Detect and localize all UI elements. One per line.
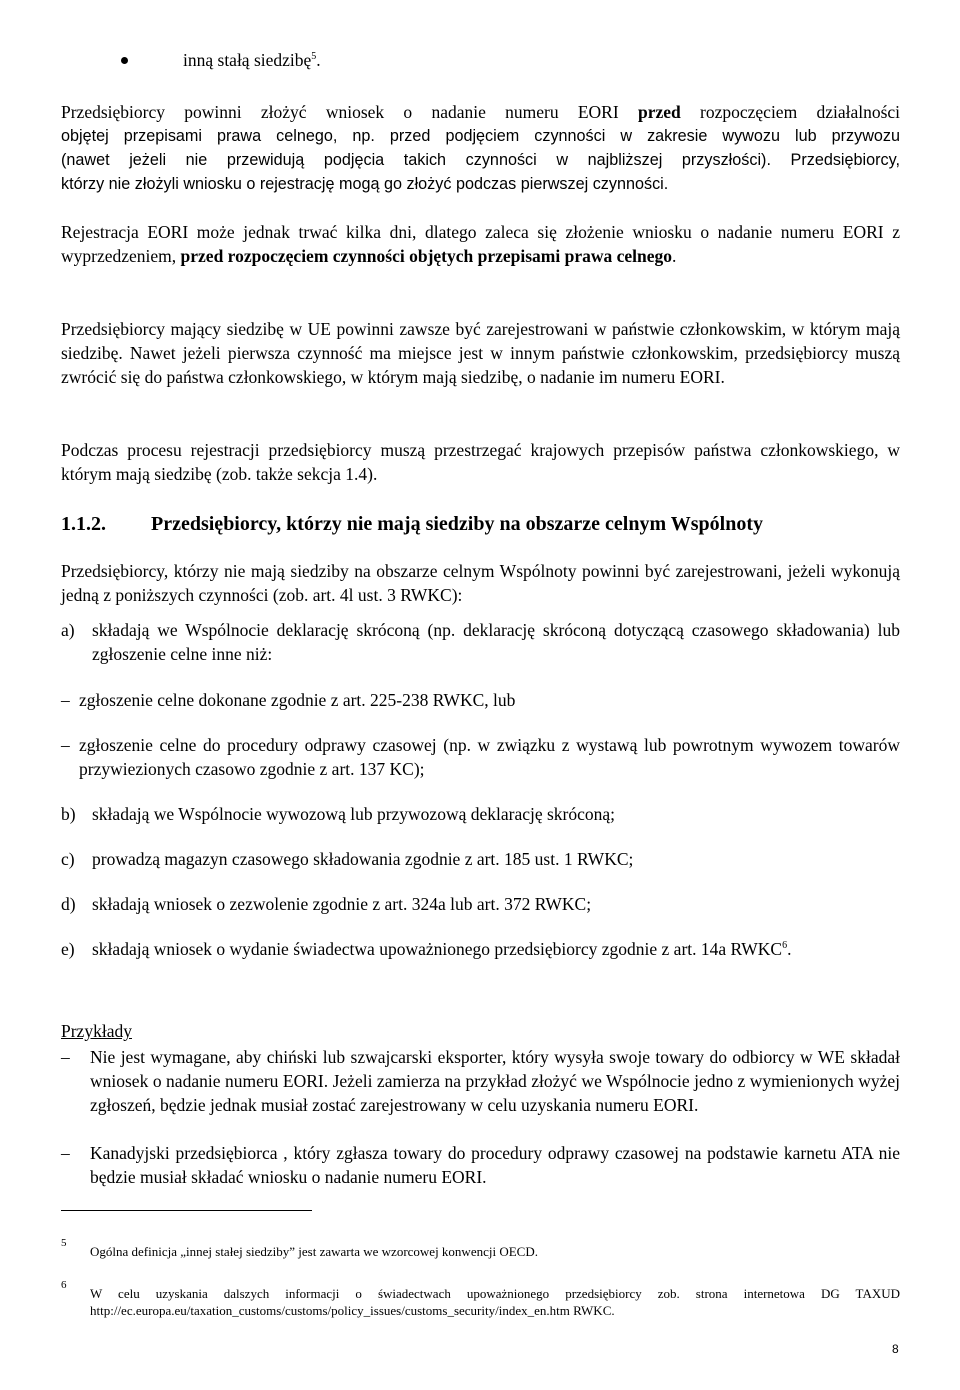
paragraph-1-line-3: (nawet jeżeli nie przewidują podjęcia takich czynności w najbliższej przyszłości). Przedsiębiorcy, <box>61 151 900 169</box>
examples-title: Przykłady <box>61 1021 132 1041</box>
paragraph-1-line-1: Przedsiębiorcy powinni złożyć wniosek o nadanie numeru EORI przed rozpoczęciem działalności <box>61 102 901 122</box>
paragraph-2: Rejestracja EORI może jednak trwać kilka dni, dlatego zaleca się złożenie wniosku o nadanie numeru EORI z wyprzedzeniem, przed rozpoczęciem czynności objętych przepisami prawa celnego. <box>61 222 900 266</box>
list-text-a: składają we Wspólnocie deklarację skróconą (np. deklarację skróconą dotyczącą czasowego składowania) lub zgłoszenie celne inne niż: <box>92 620 900 664</box>
dash-icon: – <box>61 1047 70 1067</box>
document-page: inną stałą siedzibę$^5$. Przedsiębiorcy powinni złożyć wniosek o nadanie numeru EORI przed rozpoczęciem działalności objętej przepisami prawa celnego, np. przed podjęciem czynności w zakresie wywozu lub przywozu (nawet jeżeli nie przewidują podjęcia takich czynności w najbliższej przyszłości). Przedsiębiorcy, którzy nie złożyli wniosku o rejestrację mogą go złożyć podczas pierwszej czynności. Rejestracja EORI może jednak trwać kilka dni, dlatego zaleca się złożenie wniosku o nadanie numeru EORI z wyprzedzeniem, przed rozpoczęciem czynności objętych przepisami prawa celnego. Przedsiębiorcy mający siedzibę w UE powinni zawsze być zarejestrowani w państwie członkowskim, w którym mają siedzibę. Nawet jeżeli pierwsza czynność ma miejsce jest w innym państwie członkowskim, przedsiębiorcy muszą zwrócić się do państwa członkowskiego, w którym mają siedzibę, o nadanie im numeru EORI. Podczas procesu rejestracji przedsiębiorcy muszą przestrzegać krajowych przepisów państwa członkowskiego, w którym mają siedzibę (zob. także sekcja 1.4). 1.1.2. Przedsiębiorcy, którzy nie mają siedziby na obszarze celnym Wspólnoty Przedsiębiorcy, którzy nie mają siedziby na obszarze celnym Wspólnoty powinni być zarejestrowani, jeżeli wykonują jedną z poniższych czynności (zob. art. 4l ust. 3 RWKC): a) składają we Wspólnocie deklarację skróconą (np. deklarację skróconą dotyczącą czasowego składowania) lub zgłoszenie celne inne niż: – zgłoszenie celne dokonane zgodnie z art. 225-238 RWKC, lub – zgłoszenie celne do procedury odprawy czasowej (np. w związku z wystawą lub powrotnym wywozem towarów przywiezionych czasowo zgodnie z art. 137 KC); b) składają we Wspólnocie wywozową lub przywozową deklarację skróconą; c) prowadzą magazyn czasowego składowania zgodnie z art. 185 ust. 1 RWKC; d) składają wniosek o zezwolenie zgodnie z art. 324a lub art. 372 RWKC; e) składają wniosek o wydanie świadectwa upoważnionego przedsiębiorcy zgodnie z art. 14a RWKC$^6$. Przykłady – Nie jest wymagane, aby chiński lub szwajcarski eksporter, który wysyła swoje towary do odbiorcy w WE składał wniosek o nadanie numeru EORI. Jeżeli zamierza na przykład złożyć we Wspólnocie jedno z wymienionych wyżej zgłoszeń, będzie jednak musiał zostać zarejestrowany w celu uzyskania numeru EORI. – Kanadyjski przedsiębiorca , który zgłasza towary do procedury odprawy czasowej na podstawie karnetu ATA nie będzie musiał składać wniosku o nadanie numeru EORI. 5 Ogólna definicja „innej stałej siedziby” jest zawarta we wzorcowej konwencji OECD. 6 W celu uzyskania dalszych informacji o świadectwach upoważnionego przedsiębiorcy zob. strona internetowa DG TAXUD http://ec.europa.eu/taxation_customs/customs/policy_issues/customs_security/index_en.htm RWKC. 8 <box>61 50 901 1356</box>
footnote-ref-5[interactable]: 5 <box>311 51 317 63</box>
bullet-item-text: inną stałą siedzibę <box>183 50 312 70</box>
paragraph-1 <box>61 100 900 196</box>
paragraph-3: Przedsiębiorcy mający siedzibę w UE powinni zawsze być zarejestrowani w państwie członkowskim, w którym mają siedzibę. Nawet jeżeli pierwsza czynność ma miejsce jest w innym państwie członkowskim, przedsiębiorcy muszą zwrócić się do państwa członkowskiego, w którym mają siedzibę, o nadanie im numeru EORI. <box>61 319 900 387</box>
paragraph-5: Przedsiębiorcy, którzy nie mają siedziby na obszarze celnym Wspólnoty powinni być zarejestrowani, jeżeli wykonują jedną z poniższych czynności (zob. art. 4l ust. 3 RWKC): <box>61 561 900 605</box>
paragraph-4: Podczas procesu rejestracji przedsiębiorcy muszą przestrzegać krajowych przepisów państwa członkowskiego, w którym mają siedzibę (zob. także sekcja 1.4). <box>61 440 900 484</box>
footnote-ref-6[interactable]: 6 <box>782 940 788 952</box>
paragraph-1-line-4: którzy nie złożyli wniosku o rejestrację mogą go złożyć podczas pierwszej czynności. <box>61 175 669 193</box>
list-label-a: a) <box>61 620 75 640</box>
bullet-item: inną stałą siedzibę$^5$. <box>183 50 321 70</box>
dash-icon: – <box>61 1143 70 1163</box>
section-heading <box>61 511 763 537</box>
page-number: 8 <box>892 1342 899 1356</box>
dash-icon: – <box>61 690 70 710</box>
section-title: Przedsiębiorcy, którzy nie mają siedziby na obszarze celnym Wspólnoty <box>151 513 763 535</box>
section-number: 1.1.2. <box>61 513 106 535</box>
footnote-divider <box>61 1210 312 1211</box>
dash-icon: – <box>61 735 70 755</box>
paragraph-1-line-2: objętej przepisami prawa celnego, np. przed podjęciem czynności w zakresie wywozu lub przywozu <box>61 127 900 145</box>
bullet-icon <box>121 57 128 64</box>
